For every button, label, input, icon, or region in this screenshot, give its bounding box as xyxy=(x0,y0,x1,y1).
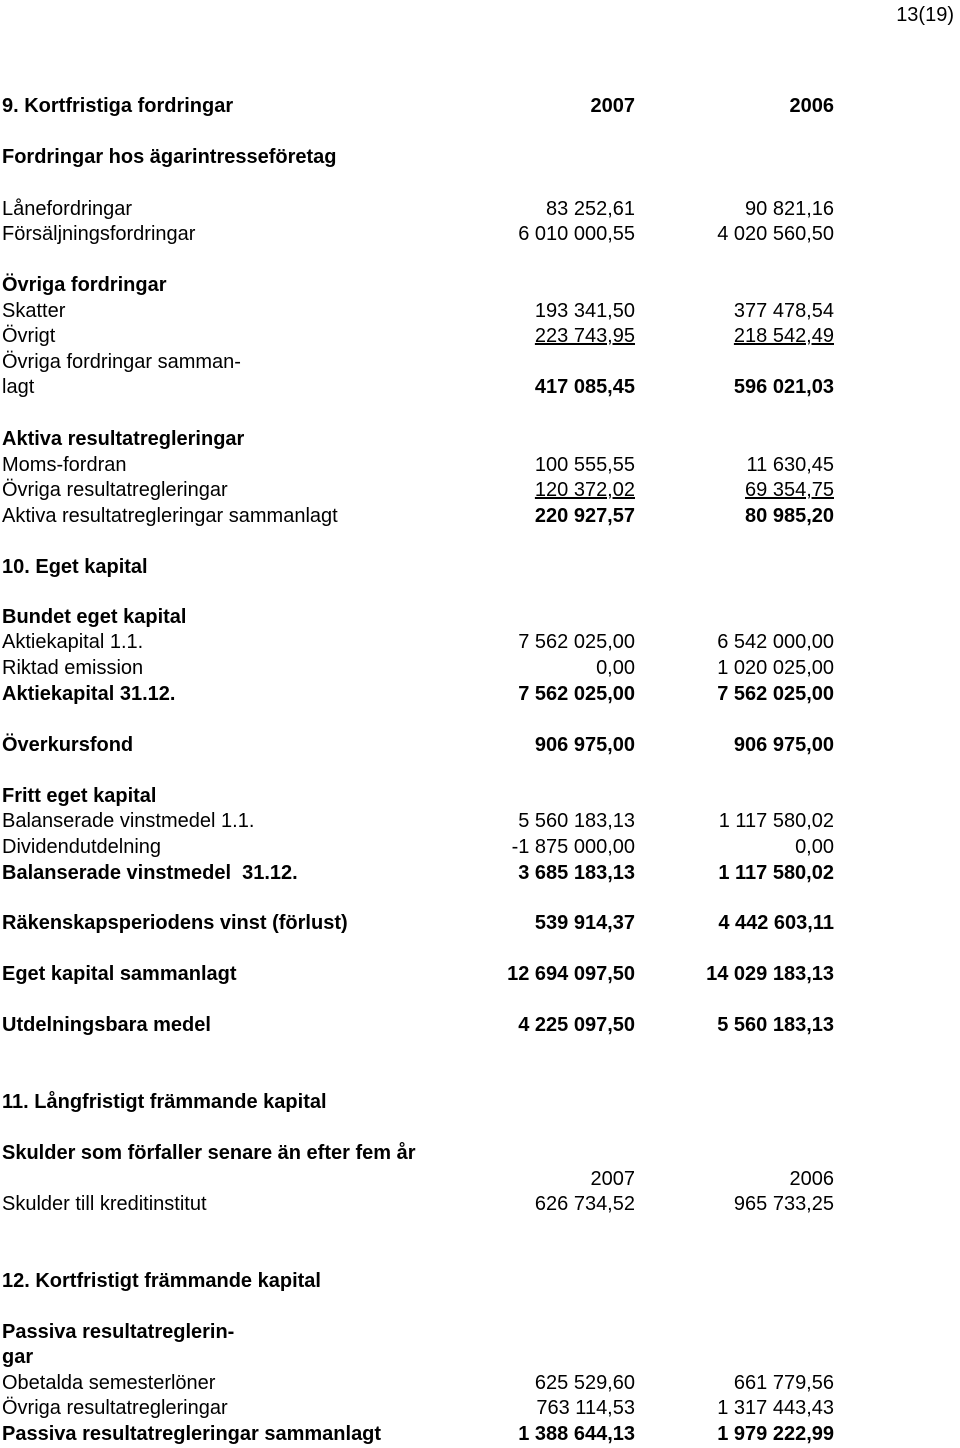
value-2006: 11 630,45 xyxy=(746,454,834,476)
value-2007: 83 252,61 xyxy=(546,198,635,220)
table-row xyxy=(0,1395,960,1421)
table-row xyxy=(0,834,960,860)
value-2006: 377 478,54 xyxy=(733,300,834,322)
value-2007: 7 562 025,00 xyxy=(518,631,635,653)
value-2006: 1 020 025,00 xyxy=(717,657,834,679)
value-2007: 417 085,45 xyxy=(534,376,635,398)
value-2006: 90 821,16 xyxy=(745,198,834,220)
table-row xyxy=(0,1191,960,1217)
value-2006: 14 029 183,13 xyxy=(706,963,834,985)
value-2007: 763 114,53 xyxy=(536,1397,635,1419)
value-2006: 5 560 183,13 xyxy=(717,1014,834,1036)
value-2007: 4 225 097,50 xyxy=(518,1014,635,1036)
subheading-skulder-fem-ar: Skulder som förfaller senare än efter fem år xyxy=(2,1142,416,1164)
subheading-bundet-eget-kapital: Bundet eget kapital xyxy=(2,606,187,628)
row-label: Aktiekapital 1.1. xyxy=(2,631,144,653)
table-row xyxy=(0,323,960,349)
value-2006: 4 442 603,11 xyxy=(718,912,834,934)
total-row xyxy=(0,1012,960,1038)
row-label: Utdelningsbara medel xyxy=(2,1014,211,1036)
row-label: Eget kapital sammanlagt xyxy=(2,963,237,985)
note9-year-2006: 2006 xyxy=(789,95,834,117)
row-label: Skulder till kreditinstitut xyxy=(2,1193,207,1215)
value-2007: 6 010 000,55 xyxy=(518,223,635,245)
total-row xyxy=(0,1421,960,1447)
table-row xyxy=(0,477,960,503)
table-row xyxy=(0,196,960,222)
row-label: Balanserade vinstmedel 31.12. xyxy=(2,862,298,884)
value-2007: -1 875 000,00 xyxy=(511,836,635,858)
table-row xyxy=(0,1370,960,1396)
subheading-ovriga-fordringar: Övriga fordringar xyxy=(2,274,167,296)
value-2006: 596 021,03 xyxy=(733,376,834,398)
row-label: Lånefordringar xyxy=(2,198,133,220)
row-label: Övrigt xyxy=(2,325,56,347)
value-2006: 218 542,49 xyxy=(733,325,834,347)
value-2007: 12 694 097,50 xyxy=(507,963,635,985)
table-row xyxy=(0,298,960,324)
note11-heading: 11. Långfristigt främmande kapital xyxy=(2,1091,327,1113)
subheading-row xyxy=(0,1140,960,1166)
value-2007: 100 555,55 xyxy=(534,454,635,476)
row-label: Passiva resultatregleringar sammanlagt xyxy=(2,1423,382,1445)
row-label: Övriga resultatregleringar xyxy=(2,479,228,501)
total-row xyxy=(0,910,960,936)
value-2006: 906 975,00 xyxy=(733,734,834,756)
table-row xyxy=(0,221,960,247)
total-row xyxy=(0,503,960,529)
total-row xyxy=(0,681,960,707)
value-2006: 69 354,75 xyxy=(745,479,834,501)
value-2007: 223 743,95 xyxy=(534,325,635,347)
row-label: Balanserade vinstmedel 1.1. xyxy=(2,810,255,832)
note9-year-2007: 2007 xyxy=(590,95,635,117)
row-label-line1: Övriga fordringar samman- xyxy=(2,351,241,373)
page-number: 13(19) xyxy=(896,4,954,26)
value-2007: 906 975,00 xyxy=(534,734,635,756)
subheading-passiva-line1: Passiva resultatreglerin- xyxy=(2,1321,235,1343)
note10-heading: 10. Eget kapital xyxy=(2,556,148,578)
table-row xyxy=(0,655,960,681)
value-2007: 5 560 183,13 xyxy=(518,810,635,832)
value-2006: 4 020 560,50 xyxy=(717,223,834,245)
total-row xyxy=(0,860,960,886)
value-2007: 7 562 025,00 xyxy=(518,683,635,705)
table-row-label-continuation xyxy=(0,349,960,375)
value-2006: 80 985,20 xyxy=(745,505,834,527)
value-2007: 626 734,52 xyxy=(534,1193,635,1215)
note9-subheading-row xyxy=(0,144,960,170)
row-label: Obetalda semesterlöner xyxy=(2,1372,216,1394)
value-2007: 0,00 xyxy=(596,657,635,679)
value-2006: 1 117 580,02 xyxy=(718,862,834,884)
value-2006: 1 317 443,43 xyxy=(717,1397,834,1419)
value-2007: 3 685 183,13 xyxy=(518,862,635,884)
subheading-row xyxy=(0,426,960,452)
subheading-agarintresse: Fordringar hos ägarintresseföretag xyxy=(2,146,337,168)
subheading-aktiva-resultatregleringar: Aktiva resultatregleringar xyxy=(2,428,245,450)
subheading-passiva-line2: gar xyxy=(2,1346,34,1368)
note12-heading-row xyxy=(0,1268,960,1294)
value-2006: 661 779,56 xyxy=(733,1372,834,1394)
total-row xyxy=(0,732,960,758)
note9-heading: 9. Kortfristiga fordringar xyxy=(2,95,234,117)
row-label: Skatter xyxy=(2,300,66,322)
row-label: Aktiva resultatregleringar sammanlagt xyxy=(2,505,338,527)
subheading-row xyxy=(0,1319,960,1345)
row-label: Aktiekapital 31.12. xyxy=(2,683,176,705)
row-label: lagt xyxy=(2,376,35,398)
value-2006: 7 562 025,00 xyxy=(717,683,834,705)
note11-year-2007: 2007 xyxy=(590,1168,635,1190)
value-2007: 1 388 644,13 xyxy=(518,1423,635,1445)
value-2007: 120 372,02 xyxy=(534,479,635,501)
value-2007: 625 529,60 xyxy=(534,1372,635,1394)
subheading-fritt-eget-kapital: Fritt eget kapital xyxy=(2,785,157,807)
row-label: Dividendutdelning xyxy=(2,836,162,858)
subheading-row xyxy=(0,783,960,809)
subheading-row xyxy=(0,272,960,298)
value-2006: 0,00 xyxy=(795,836,834,858)
row-label: Räkenskapsperiodens vinst (förlust) xyxy=(2,912,348,934)
table-row xyxy=(0,452,960,478)
row-label: Försäljningsfordringar xyxy=(2,223,196,245)
total-row xyxy=(0,374,960,400)
value-2006: 965 733,25 xyxy=(733,1193,834,1215)
row-label: Riktad emission xyxy=(2,657,144,679)
note12-heading: 12. Kortfristigt främmande kapital xyxy=(2,1270,321,1292)
row-label: Överkursfond xyxy=(2,734,134,756)
value-2006: 1 117 580,02 xyxy=(718,810,834,832)
value-2006: 1 979 222,99 xyxy=(717,1423,834,1445)
year-header-row xyxy=(0,1166,960,1192)
note11-year-2006: 2006 xyxy=(789,1168,834,1190)
row-label: Övriga resultatregleringar xyxy=(2,1397,228,1419)
value-2007: 193 341,50 xyxy=(534,300,635,322)
value-2007: 539 914,37 xyxy=(534,912,635,934)
table-row xyxy=(0,808,960,834)
value-2006: 6 542 000,00 xyxy=(717,631,834,653)
table-row xyxy=(0,629,960,655)
note10-heading-row xyxy=(0,554,960,580)
total-row xyxy=(0,961,960,987)
note9-heading-row xyxy=(0,93,960,119)
row-label: Moms-fordran xyxy=(2,454,127,476)
subheading-row xyxy=(0,604,960,630)
note11-heading-row xyxy=(0,1089,960,1115)
value-2007: 220 927,57 xyxy=(534,505,635,527)
subheading-row xyxy=(0,1344,960,1370)
